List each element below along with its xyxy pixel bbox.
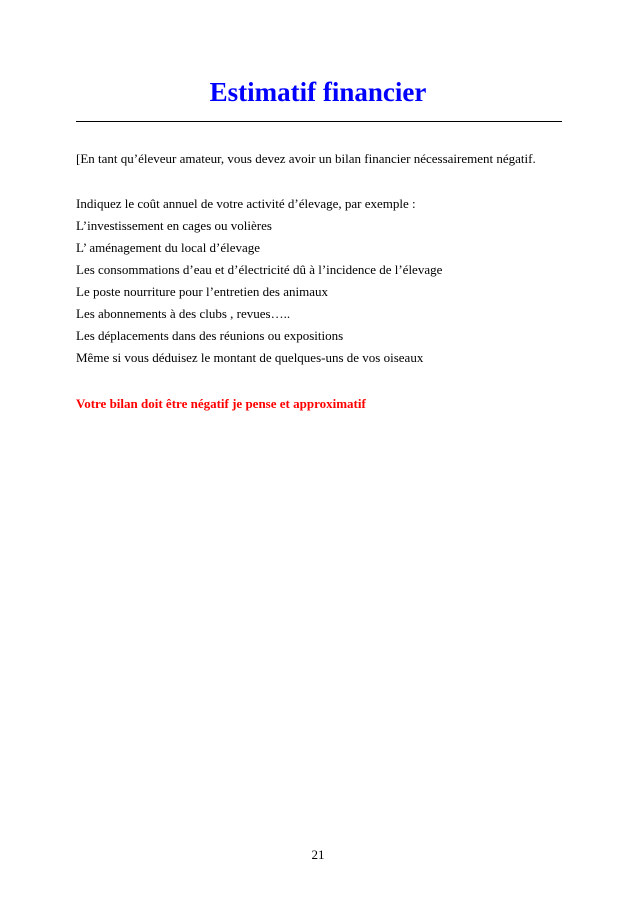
list-item: Les abonnements à des clubs , revues….. [76, 306, 291, 321]
warning-note: Votre bilan doit être négatif je pense et approximatif [76, 396, 366, 411]
page-title: Estimatif financier [209, 77, 427, 107]
page-number: 21 [311, 847, 325, 862]
title-divider [76, 121, 562, 122]
list-item: L’investissement en cages ou volières [76, 218, 272, 233]
list-item: Les consommations d’eau et d’électricité dû à l’incidence de l’élevage [76, 262, 443, 277]
list-heading: Indiquez le coût annuel de votre activité d’élevage, par exemple : [76, 196, 416, 211]
list-item: Les déplacements dans des réunions ou expositions [76, 328, 344, 343]
list-item: Même si vous déduisez le montant de quelques-uns de vos oiseaux [76, 350, 424, 365]
list-item: L’ aménagement du local d’élevage [76, 240, 261, 255]
list-item: Le poste nourriture pour l’entretien des animaux [76, 284, 328, 299]
intro-paragraph: [En tant qu’éleveur amateur, vous devez avoir un bilan financier nécessairement négatif. [76, 151, 536, 166]
